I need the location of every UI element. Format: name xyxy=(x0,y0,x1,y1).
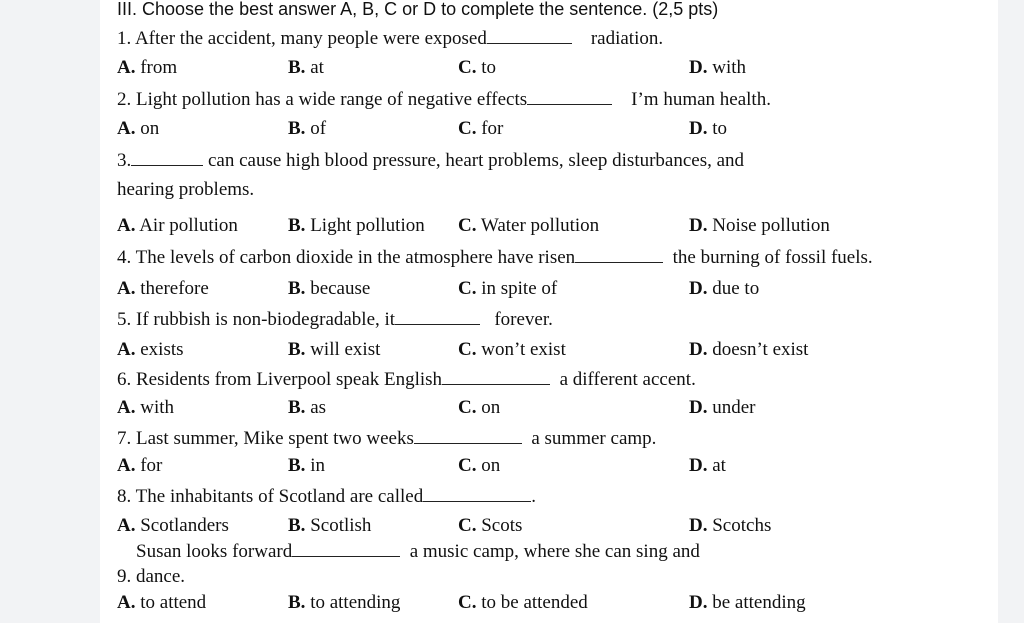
option-a[interactable]: A. for xyxy=(117,455,163,476)
option-c[interactable]: C. Water pollution xyxy=(458,215,600,236)
option-b[interactable]: B. will exist xyxy=(288,339,381,360)
option-c[interactable]: C. to be attended xyxy=(458,592,588,613)
option-d[interactable]: D. under xyxy=(689,397,756,418)
question-3-continued: hearing problems. xyxy=(117,179,255,200)
option-d[interactable]: D. be attending xyxy=(689,592,806,613)
option-c[interactable]: C. in spite of xyxy=(458,278,558,299)
question-9-continued: 9. dance. xyxy=(117,566,186,587)
option-a[interactable]: A. on xyxy=(117,118,160,139)
question-2: 2. Light pollution has a wide range of negative effects I’m human health. xyxy=(117,89,771,110)
answer-blank xyxy=(131,149,203,166)
option-c[interactable]: C. on xyxy=(458,455,501,476)
answer-blank xyxy=(423,485,531,502)
answer-blank xyxy=(395,308,480,325)
option-a[interactable]: A. to attend xyxy=(117,592,207,613)
option-d[interactable]: D. Scotchs xyxy=(689,515,772,536)
option-d[interactable]: D. doesn’t exist xyxy=(689,339,809,360)
question-9: Susan looks forward a music camp, where she can sing and xyxy=(136,541,700,562)
answer-blank xyxy=(527,88,612,105)
question-4: 4. The levels of carbon dioxide in the atmosphere have risen the burning of fossil fuels. xyxy=(117,247,873,268)
option-b[interactable]: B. as xyxy=(288,397,327,418)
option-c[interactable]: C. won’t exist xyxy=(458,339,566,360)
option-b[interactable]: B. of xyxy=(288,118,327,139)
question-1: 1. After the accident, many people were exposed radiation. xyxy=(117,28,664,49)
option-b[interactable]: B. Light pollution xyxy=(288,215,425,236)
option-c[interactable]: C. on xyxy=(458,397,501,418)
question-3: 3. can cause high blood pressure, heart problems, sleep disturbances, and xyxy=(117,150,745,171)
option-c[interactable]: C. to xyxy=(458,57,497,78)
answer-blank xyxy=(487,27,572,44)
option-b[interactable]: B. to attending xyxy=(288,592,401,613)
option-a[interactable]: A. Air pollution xyxy=(117,215,238,236)
option-d[interactable]: D. due to xyxy=(689,278,760,299)
option-b[interactable]: B. Scotlish xyxy=(288,515,372,536)
section-heading: III. Choose the best answer A, B, C or D to complete the sentence. (2,5 pts) xyxy=(117,0,719,19)
question-8: 8. The inhabitants of Scotland are called . xyxy=(117,486,536,507)
question-5: 5. If rubbish is non-biodegradable, it forever. xyxy=(117,309,553,330)
option-a[interactable]: A. therefore xyxy=(117,278,209,299)
option-a[interactable]: A. exists xyxy=(117,339,184,360)
answer-blank xyxy=(414,427,522,444)
option-a[interactable]: A. from xyxy=(117,57,178,78)
answer-blank xyxy=(292,540,400,557)
option-d[interactable]: D. at xyxy=(689,455,726,476)
option-c[interactable]: C. for xyxy=(458,118,504,139)
option-a[interactable]: A. Scotlanders xyxy=(117,515,229,536)
option-b[interactable]: B. because xyxy=(288,278,371,299)
option-d[interactable]: D. to xyxy=(689,118,728,139)
answer-blank xyxy=(575,246,663,263)
option-b[interactable]: B. in xyxy=(288,455,325,476)
question-7: 7. Last summer, Mike spent two weeks a summer camp. xyxy=(117,428,657,449)
option-d[interactable]: D. Noise pollution xyxy=(689,215,830,236)
option-c[interactable]: C. Scots xyxy=(458,515,523,536)
question-6: 6. Residents from Liverpool speak English a different accent. xyxy=(117,369,696,390)
option-b[interactable]: B. at xyxy=(288,57,324,78)
option-a[interactable]: A. with xyxy=(117,397,175,418)
answer-blank xyxy=(442,368,550,385)
option-d[interactable]: D. with xyxy=(689,57,747,78)
